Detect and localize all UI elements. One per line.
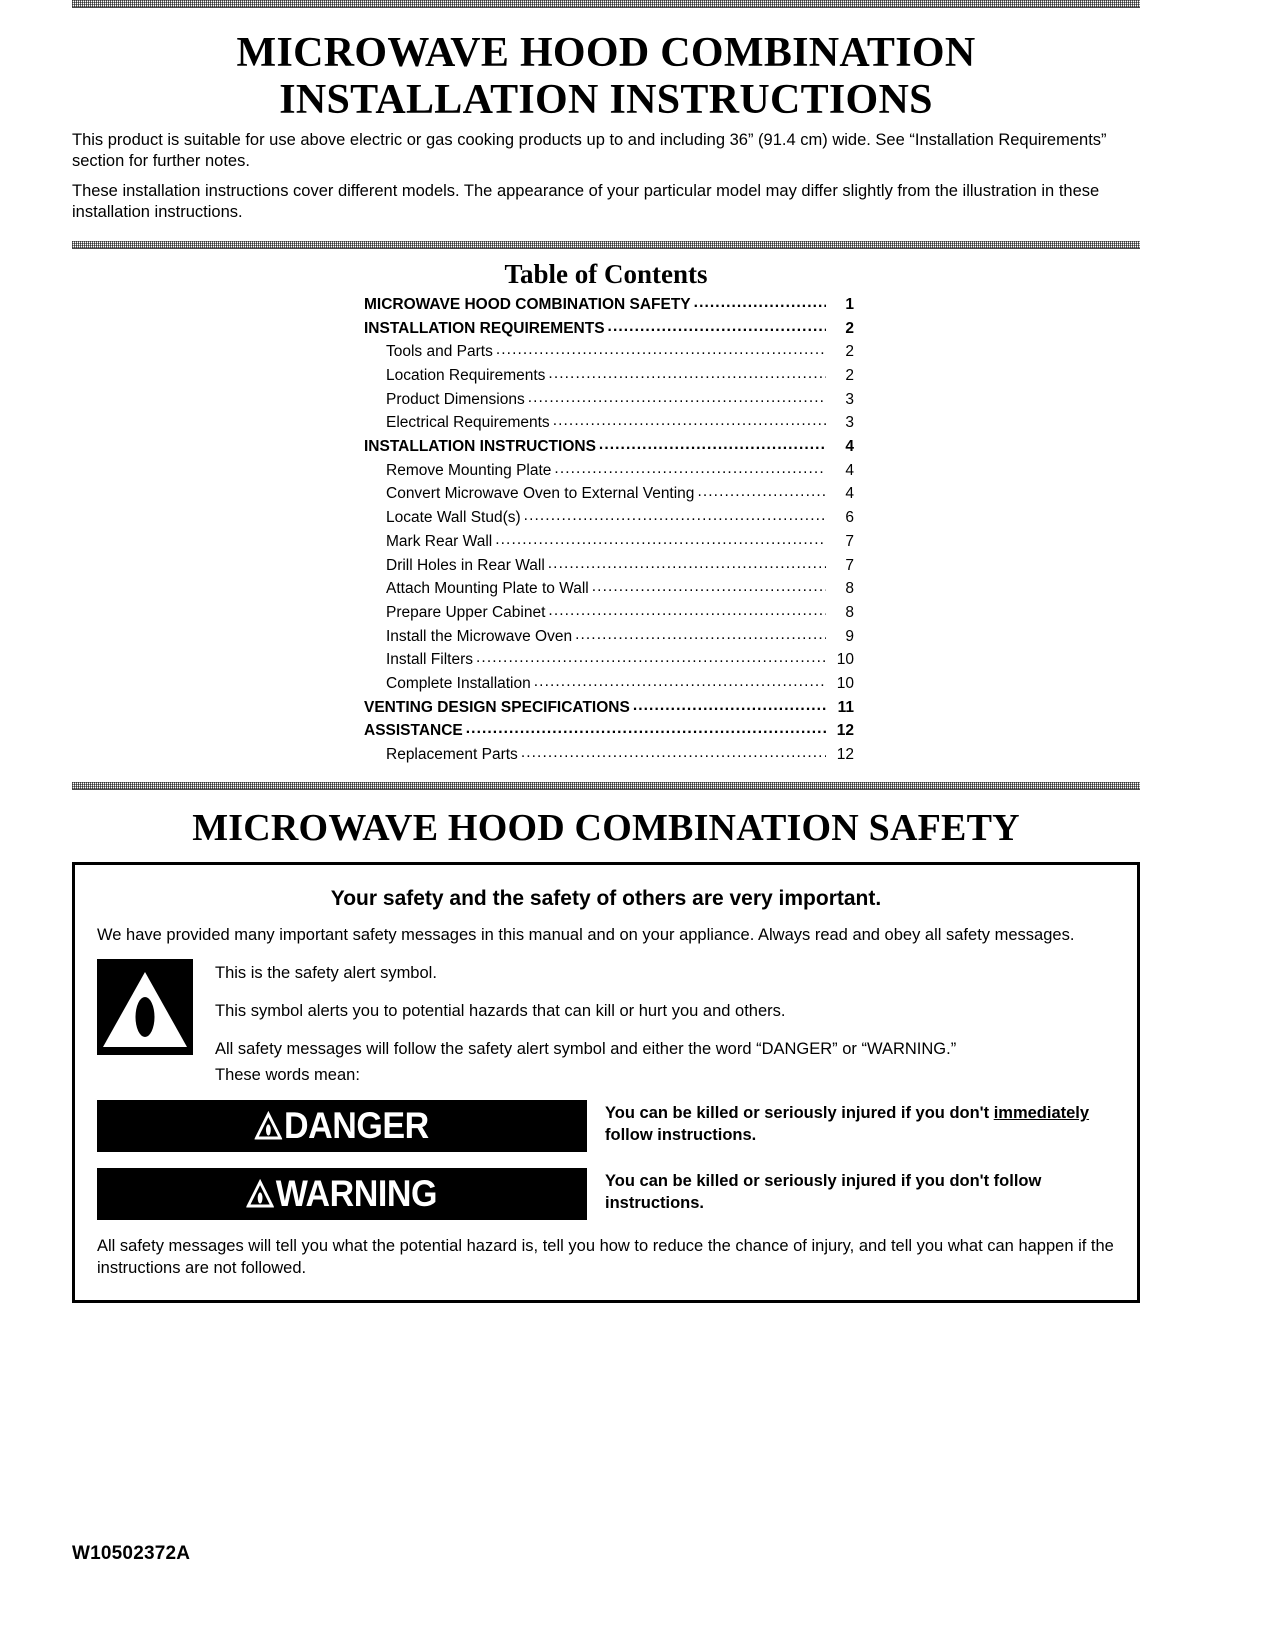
toc-entry-label: Locate Wall Stud(s) — [386, 509, 521, 527]
document-title-line2: INSTALLATION INSTRUCTIONS — [279, 77, 933, 124]
toc-entry[interactable] — [364, 742, 854, 766]
toc-leader-dots — [694, 295, 826, 311]
toc-entry[interactable] — [364, 671, 854, 695]
toc-entry-label: VENTING DESIGN SPECIFICATIONS — [364, 698, 630, 716]
toc-entry-page: 8 — [845, 603, 854, 621]
toc-entry-label: Install Filters — [386, 651, 473, 669]
toc-entry-page: 4 — [845, 485, 854, 503]
toc-leader-dots — [553, 413, 826, 429]
toc-entry-label: Install the Microwave Oven — [386, 627, 573, 645]
separator-rule-toc — [72, 241, 1140, 249]
separator-rule-top — [72, 0, 1140, 8]
toc-leader-dots — [495, 532, 826, 548]
toc-entry-label: Electrical Requirements — [386, 414, 550, 432]
toc-entry[interactable] — [364, 529, 854, 553]
warning-badge — [97, 1168, 587, 1220]
toc-entry-label: ASSISTANCE — [364, 722, 463, 740]
intro-paragraph-1: This product is suitable for use above electric or gas cooking products up to and including 36” (91.4 cm) wide. See “Installation Requirements” section for further notes. — [72, 131, 1107, 171]
toc-entry-label: Mark Rear Wall — [386, 532, 493, 550]
toc-entry-label: INSTALLATION INSTRUCTIONS — [364, 438, 596, 456]
toc-leader-dots — [548, 603, 826, 619]
danger-word: DANGER — [284, 1105, 430, 1147]
document-title-line1: MICROWAVE HOOD COMBINATION — [236, 30, 976, 76]
intro-paragraph-2: These installation instructions cover different models. The appearance of your particular model may differ slightly from the illustration in these installation instructions. — [72, 181, 1100, 221]
symbol-line-4: These words mean: — [215, 1065, 360, 1084]
toc-entry[interactable] — [364, 624, 854, 648]
toc-entry-label: Location Requirements — [386, 367, 546, 385]
toc-entry-label: Remove Mounting Plate — [386, 461, 552, 479]
toc-entry-label: Replacement Parts — [386, 746, 518, 764]
danger-signal-row — [97, 1100, 1115, 1152]
toc-leader-dots — [521, 745, 826, 761]
toc-entry-page: 11 — [837, 698, 854, 716]
danger-badge — [97, 1100, 587, 1152]
toc-entry-page: 2 — [845, 367, 854, 385]
document-title-block — [72, 8, 1140, 130]
toc-entry-page: 7 — [845, 532, 854, 550]
danger-desc-post: follow instructions. — [605, 1125, 757, 1144]
toc-leader-dots — [476, 650, 826, 666]
toc-entry[interactable] — [364, 576, 854, 600]
warning-word: WARNING — [276, 1173, 438, 1215]
toc-entry-page: 12 — [836, 722, 854, 740]
toc-entry-label: Tools and Parts — [386, 343, 493, 361]
toc-entry[interactable] — [364, 363, 854, 387]
toc-entry-label: INSTALLATION REQUIREMENTS — [364, 319, 605, 337]
toc-entry[interactable] — [364, 434, 854, 458]
safety-box-title: Your safety and the safety of others are very important. — [330, 886, 882, 910]
toc-leader-dots — [548, 366, 826, 382]
toc-entry[interactable] — [364, 600, 854, 624]
toc-leader-dots — [575, 627, 826, 643]
toc-entry-page: 9 — [845, 627, 854, 645]
toc-leader-dots — [496, 342, 826, 358]
danger-description — [605, 1100, 1115, 1146]
safety-section-heading: MICROWAVE HOOD COMBINATION SAFETY — [192, 806, 1020, 849]
toc-entry-page: 8 — [845, 580, 854, 598]
toc-entry-label: Convert Microwave Oven to External Venting — [386, 485, 695, 503]
toc-entry[interactable] — [364, 718, 854, 742]
toc-entry-page: 4 — [845, 461, 854, 479]
toc-entry-page: 1 — [845, 295, 854, 313]
safety-box — [72, 862, 1140, 1304]
toc-heading: Table of Contents — [504, 258, 708, 289]
separator-rule-safety — [72, 782, 1140, 790]
toc-entry[interactable] — [364, 410, 854, 434]
toc-entry[interactable] — [364, 292, 854, 316]
toc-entry-page: 6 — [845, 509, 854, 527]
warning-description — [605, 1168, 1115, 1214]
toc-entry[interactable] — [364, 458, 854, 482]
warning-desc-pre: You can be killed or seriously injured if you don't follow instructions. — [605, 1172, 1042, 1212]
symbol-line-1: This is the safety alert symbol. — [215, 963, 437, 982]
toc-entry-label: Prepare Upper Cabinet — [386, 603, 546, 621]
toc-entry[interactable] — [364, 316, 854, 340]
toc-entry-label: Attach Mounting Plate to Wall — [386, 580, 589, 598]
toc-leader-dots — [466, 721, 826, 737]
toc-entry[interactable] — [364, 647, 854, 671]
toc-entry-page: 2 — [845, 319, 854, 337]
symbol-line-3: All safety messages will follow the safety alert symbol and either the word “DANGER” or “WARNING.” — [215, 1040, 957, 1059]
toc-entry[interactable] — [364, 387, 854, 411]
toc-entry-label: MICROWAVE HOOD COMBINATION SAFETY — [364, 295, 691, 313]
safety-alert-triangle-icon — [97, 959, 193, 1055]
toc-entry-page: 3 — [845, 414, 854, 432]
toc-entry[interactable] — [364, 695, 854, 719]
safety-intro-paragraph: We have provided many important safety messages in this manual and on your appliance. Always read and obey all safety messages. — [97, 925, 1075, 944]
toc-leader-dots — [534, 674, 826, 690]
toc-entry[interactable] — [364, 552, 854, 576]
toc-entry[interactable] — [364, 481, 854, 505]
warning-alert-triangle-icon — [247, 1179, 275, 1209]
table-of-contents — [358, 292, 854, 766]
footer-part-code: W10502372A — [72, 1543, 191, 1564]
toc-leader-dots — [599, 437, 826, 453]
toc-entry-page: 2 — [845, 343, 854, 361]
toc-leader-dots — [697, 484, 826, 500]
danger-alert-triangle-icon — [255, 1111, 283, 1141]
toc-entry[interactable] — [364, 339, 854, 363]
danger-desc-underline: immediately — [993, 1104, 1090, 1123]
toc-entry-label: Drill Holes in Rear Wall — [386, 556, 545, 574]
toc-entry-label: Product Dimensions — [386, 390, 525, 408]
toc-entry-page: 7 — [845, 556, 854, 574]
toc-leader-dots — [524, 508, 826, 524]
toc-leader-dots — [592, 579, 826, 595]
danger-desc-pre: You can be killed or seriously injured if you don't — [605, 1104, 994, 1123]
safety-closing-paragraph: All safety messages will tell you what the potential hazard is, tell you how to reduce the chance of injury, and tell you what can happen if the instructions are not followed. — [97, 1237, 1114, 1278]
toc-leader-dots — [528, 390, 826, 406]
toc-leader-dots — [548, 556, 826, 572]
toc-entry-page: 12 — [836, 746, 854, 764]
page-content — [72, 0, 1140, 1303]
intro-text — [72, 130, 1140, 223]
toc-leader-dots — [554, 461, 826, 477]
toc-entry-label: Complete Installation — [386, 674, 531, 692]
safety-alert-symbol-block — [97, 959, 1115, 1087]
safety-symbol-lines — [215, 959, 1115, 1087]
warning-signal-row — [97, 1168, 1115, 1220]
toc-entry-page: 10 — [836, 651, 854, 669]
toc-entry[interactable] — [364, 505, 854, 529]
toc-entry-page: 10 — [836, 674, 854, 692]
symbol-line-2: This symbol alerts you to potential hazards that can kill or hurt you and others. — [215, 1002, 786, 1020]
toc-leader-dots — [633, 698, 826, 714]
toc-entry-page: 4 — [845, 438, 854, 456]
toc-leader-dots — [608, 319, 826, 335]
toc-entry-page: 3 — [845, 390, 854, 408]
